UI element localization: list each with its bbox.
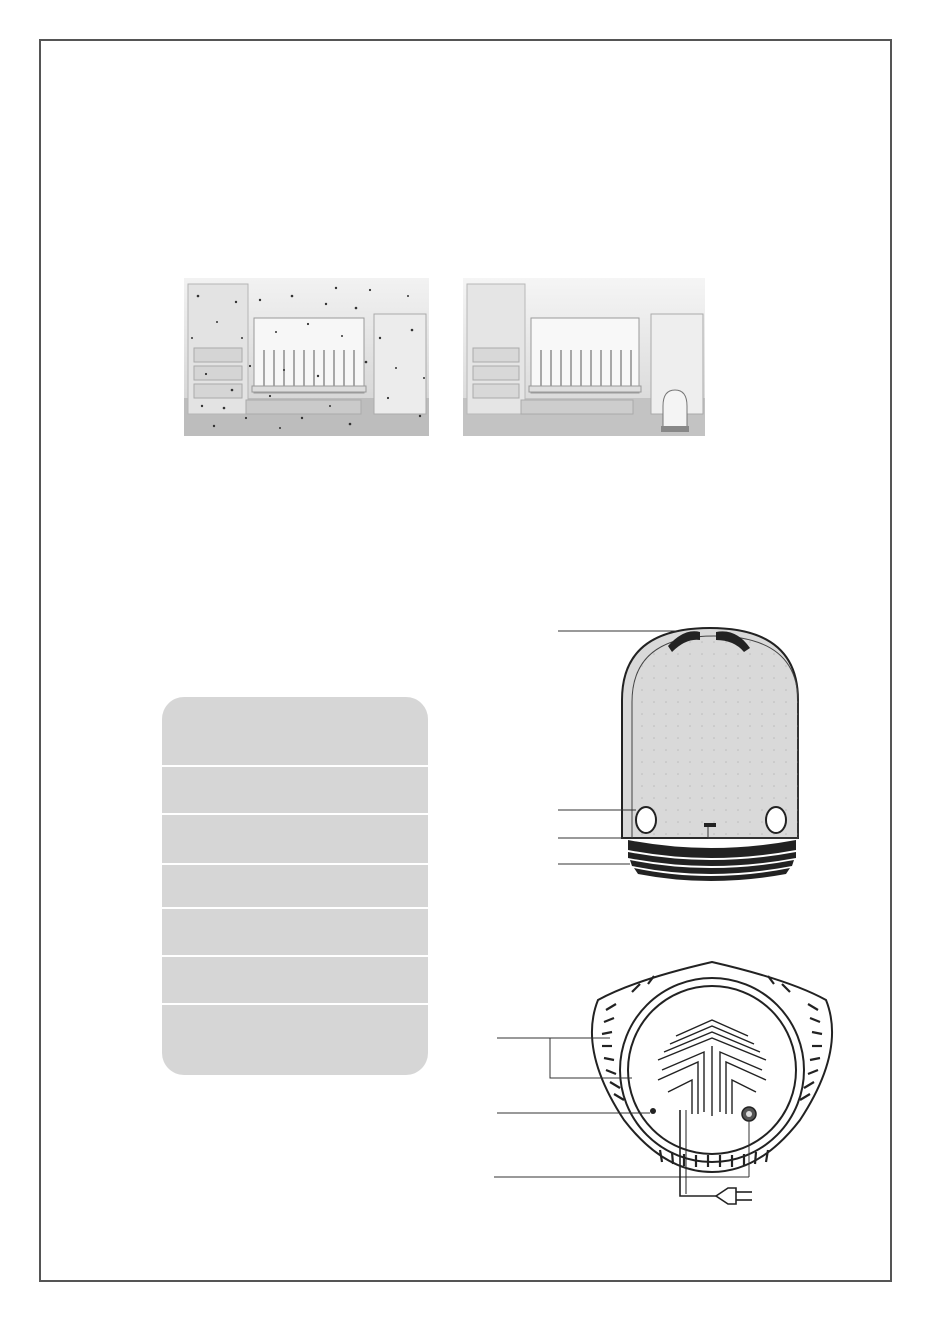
front-view-diagram xyxy=(558,628,798,881)
bottom-view-diagram xyxy=(494,962,832,1204)
